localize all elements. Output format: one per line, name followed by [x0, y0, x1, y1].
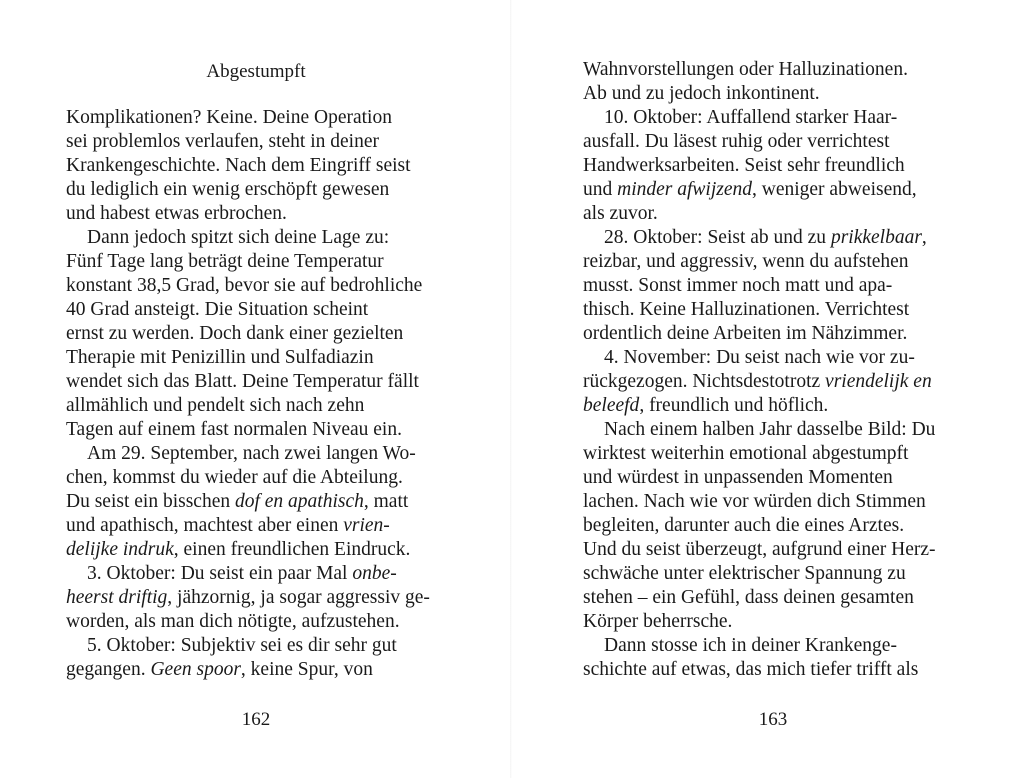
- text-segment: Nach einem halben Jahr dasselbe Bild: Du: [604, 419, 936, 440]
- text-line: [66, 418, 446, 442]
- text-segment: , weniger abweisend,: [752, 179, 917, 200]
- text-segment: Dann stosse ich in deiner Krankenge-: [604, 635, 897, 656]
- text-line: [583, 178, 963, 202]
- left-page-text: [66, 106, 446, 682]
- text-segment: Dann jedoch spitzt sich deine Lage zu:: [87, 227, 390, 248]
- italic-phrase: Geen spoor: [150, 659, 241, 680]
- text-segment: 3. Oktober: Du seist ein paar Mal: [87, 563, 353, 584]
- text-segment: 5. Oktober: Subjektiv sei es dir sehr gut: [87, 635, 397, 656]
- text-line: [583, 586, 963, 610]
- text-segment: 28. Oktober: Seist ab und zu: [604, 227, 831, 248]
- text-segment: und habest etwas erbrochen.: [66, 203, 287, 224]
- text-line: [583, 634, 963, 658]
- text-segment: konstant 38,5 Grad, bevor sie auf bedrohliche: [66, 275, 423, 296]
- text-line: [66, 490, 446, 514]
- text-segment: worden, als man dich nötigte, aufzustehen.: [66, 611, 400, 632]
- text-segment: Komplikationen? Keine. Deine Operation: [66, 107, 392, 128]
- page-number-left: 162: [241, 709, 271, 730]
- text-line: [66, 514, 446, 538]
- left-page: [66, 0, 446, 778]
- text-segment: , keine Spur, von: [240, 659, 373, 680]
- text-line: [66, 274, 446, 298]
- text-line: [66, 442, 446, 466]
- text-line: [583, 298, 963, 322]
- italic-phrase: onbe-: [352, 563, 397, 584]
- text-line: [583, 322, 963, 346]
- text-segment: ausfall. Du läsest ruhig oder verrichtest: [583, 131, 890, 152]
- text-segment: Wahnvorstellungen oder Halluzinationen.: [583, 59, 908, 80]
- italic-phrase: vrien-: [343, 515, 390, 536]
- text-segment: Tagen auf einem fast normalen Niveau ein.: [66, 419, 402, 440]
- text-segment: , freundlich und höflich.: [639, 395, 829, 416]
- text-line: [66, 250, 446, 274]
- text-line: [583, 658, 963, 682]
- text-line: [583, 442, 963, 466]
- text-segment: rückgezogen. Nichtsdestotrotz: [583, 371, 826, 392]
- book-gutter: [510, 0, 512, 778]
- text-segment: wendet sich das Blatt. Deine Temperatur fällt: [66, 371, 419, 392]
- italic-phrase: delijke indruk: [66, 539, 174, 560]
- text-segment: gegangen.: [66, 659, 151, 680]
- text-segment: Fünf Tage lang beträgt deine Temperatur: [66, 251, 384, 272]
- text-segment: begleiten, darunter auch die eines Arztes.: [583, 515, 905, 536]
- text-segment: thisch. Keine Halluzinationen. Verrichtest: [583, 299, 910, 320]
- text-line: [583, 58, 963, 82]
- text-line: [66, 562, 446, 586]
- text-segment: Therapie mit Penizillin und Sulfadiazin: [66, 347, 374, 368]
- text-line: [66, 658, 446, 682]
- text-segment: , einen freundlichen Eindruck.: [173, 539, 411, 560]
- text-segment: 4. November: Du seist nach wie vor zu-: [604, 347, 915, 368]
- text-line: [66, 106, 446, 130]
- running-head: Abgestumpft: [206, 61, 306, 82]
- text-segment: Und du seist überzeugt, aufgrund einer Herz-: [583, 539, 936, 560]
- text-line: [583, 466, 963, 490]
- right-page: [583, 0, 963, 778]
- text-segment: ernst zu werden. Doch dank einer gezielten: [66, 323, 404, 344]
- text-segment: und apathisch, machtest aber einen: [66, 515, 344, 536]
- text-segment: schwäche unter elektrischer Spannung zu: [583, 563, 906, 584]
- text-line: [583, 490, 963, 514]
- text-line: [583, 418, 963, 442]
- text-line: [66, 394, 446, 418]
- text-segment: , jähzornig, ja sogar aggressiv ge-: [167, 587, 430, 608]
- text-line: [583, 538, 963, 562]
- page-number-right: 163: [758, 709, 788, 730]
- text-line: [583, 514, 963, 538]
- text-segment: Du seist ein bisschen: [66, 491, 235, 512]
- text-segment: Ab und zu jedoch inkontinent.: [583, 83, 820, 104]
- text-line: [66, 538, 446, 562]
- text-segment: chen, kommst du wieder auf die Abteilung.: [66, 467, 403, 488]
- text-line: [66, 130, 446, 154]
- text-line: [66, 154, 446, 178]
- text-segment: du lediglich ein wenig erschöpft gewesen: [66, 179, 390, 200]
- text-line: [583, 346, 963, 370]
- text-line: [583, 394, 963, 418]
- text-line: [66, 298, 446, 322]
- text-line: [66, 178, 446, 202]
- italic-phrase: prikkelbaar: [830, 227, 922, 248]
- text-line: [66, 634, 446, 658]
- text-segment: Krankengeschichte. Nach dem Eingriff seist: [66, 155, 411, 176]
- italic-phrase: beleefd: [583, 395, 640, 416]
- text-line: [583, 610, 963, 634]
- italic-phrase: minder afwijzend: [617, 179, 752, 200]
- italic-phrase: vriendelijk en: [825, 371, 932, 392]
- text-line: [583, 106, 963, 130]
- text-segment: lachen. Nach wie vor würden dich Stimmen: [583, 491, 926, 512]
- text-line: [583, 370, 963, 394]
- text-line: [583, 250, 963, 274]
- text-line: [66, 370, 446, 394]
- text-segment: allmählich und pendelt sich nach zehn: [66, 395, 365, 416]
- text-segment: musst. Sonst immer noch matt und apa-: [583, 275, 893, 296]
- text-line: [583, 82, 963, 106]
- text-segment: wirktest weiterhin emotional abgestumpft: [583, 443, 909, 464]
- text-segment: reizbar, und aggressiv, wenn du aufstehen: [583, 251, 909, 272]
- text-segment: , matt: [363, 491, 409, 512]
- italic-phrase: heerst driftig: [66, 587, 168, 608]
- text-line: [583, 202, 963, 226]
- text-line: [583, 130, 963, 154]
- text-segment: ordentlich deine Arbeiten im Nähzimmer.: [583, 323, 908, 344]
- text-line: [66, 586, 446, 610]
- text-line: [583, 274, 963, 298]
- text-segment: und: [583, 179, 618, 200]
- text-line: [583, 226, 963, 250]
- text-line: [66, 226, 446, 250]
- text-segment: sei problemlos verlaufen, steht in deiner: [66, 131, 379, 152]
- text-segment: 10. Oktober: Auffallend starker Haar-: [604, 107, 898, 128]
- text-segment: 40 Grad ansteigt. Die Situation scheint: [66, 299, 369, 320]
- italic-phrase: dof en apathisch: [234, 491, 364, 512]
- text-segment: ,: [921, 227, 927, 248]
- text-line: [66, 202, 446, 226]
- text-line: [66, 322, 446, 346]
- text-segment: als zuvor.: [583, 203, 658, 224]
- text-segment: stehen – ein Gefühl, dass deinen gesamten: [583, 587, 914, 608]
- right-page-text: [583, 58, 963, 682]
- text-segment: Am 29. September, nach zwei langen Wo-: [87, 443, 416, 464]
- text-segment: schichte auf etwas, das mich tiefer trifft als: [583, 659, 919, 680]
- text-segment: und würdest in unpassenden Momenten: [583, 467, 893, 488]
- text-line: [583, 562, 963, 586]
- text-line: [583, 154, 963, 178]
- text-line: [66, 346, 446, 370]
- text-line: [66, 610, 446, 634]
- text-segment: Handwerksarbeiten. Seist sehr freundlich: [583, 155, 905, 176]
- text-segment: Körper beherrsche.: [583, 611, 733, 632]
- text-line: [66, 466, 446, 490]
